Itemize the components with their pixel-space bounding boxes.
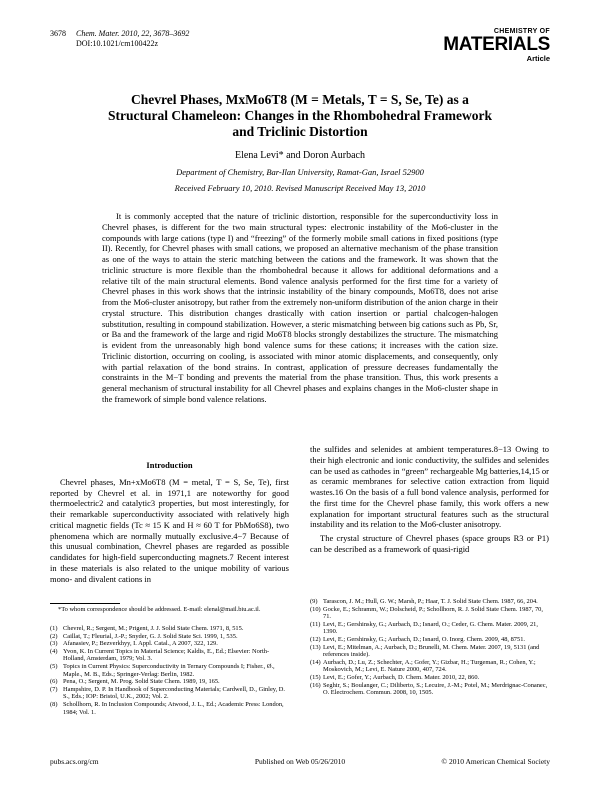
reference-number: (5) <box>50 662 58 670</box>
references-left <box>50 625 289 716</box>
reference-item <box>310 636 549 644</box>
reference-text: Hampshire, D. P. In Handbook of Superconducting Materials; Cardwell, D., Ginley, D. S., Eds.; IOP: Bristol, U.K., 2002; Vol. 2. <box>63 685 285 701</box>
reference-text: Pena, O.; Sergent, M. Prog. Solid State Chem. 1989, 19, 165. <box>63 678 220 686</box>
reference-number: (1) <box>50 625 58 632</box>
logo-line1: CHEMISTRY OF <box>493 28 550 35</box>
reference-item <box>50 633 289 641</box>
article-title: Chevrel Phases, MxMo6T8 (M = Metals, T = S, Se, Te) as a Structural Chameleon: Changes in the Rhombohedral Framework and Triclinic Distortion <box>108 92 492 139</box>
right-column <box>310 444 549 555</box>
reference-number: (4) <box>50 647 58 655</box>
footer-copyright: © 2010 American Chemical Society <box>441 757 550 766</box>
reference-item <box>50 686 289 701</box>
reference-number: (8) <box>50 700 58 708</box>
intro-paragraph-1: Chevrel phases, Mn+xMo6T8 (M = metal, T = S, Se, Te), first reported by Chevrel et al. in 1971,1 are noteworthy for good thermoelectric2 and catalytic3 properties, but most interestingly, for their remarkable superconductivity associated with relatively high critical magnetic fields (Tc ≈ 15 K and H ≈ 60 T for PbMo6S8), two phenomena which are normally mutually exclusive.4−7 Because of this unusual combination, Chevrel phases are regarded as possible candidates for high-field superconducting magnets.7 Recent interest in these materials is also related to the unique mobility of various mono- and divalent cations in <box>50 476 289 584</box>
reference-text: Levi, E.; Mitelman, A.; Aurbach, D.; Brunelli, M. Chem. Mater. 2007, 19, 5131 (and references inside). <box>323 643 540 659</box>
received-dates: Received February 10, 2010. Revised Manuscript Received May 13, 2010 <box>174 183 426 193</box>
reference-item <box>310 598 549 606</box>
reference-text: Topics in Current Physics: Superconductivity in Ternary Compounds I; Fisher., Ø., Maple., M. B., Eds.; Springer-Verlag: Berlin, 1982. <box>63 662 275 678</box>
doi[interactable]: DOI:10.1021/cm100422z <box>76 39 158 48</box>
reference-number: (7) <box>50 685 58 693</box>
footnote-rule <box>50 603 120 604</box>
reference-number: (11) <box>310 620 321 628</box>
reference-text: Levi, E.; Gershinsky, G.; Aurbach, D.; Isnard, O.; Ceder, G. Chem. Mater. 2009, 21, 1390. <box>323 620 538 636</box>
authors: Elena Levi* and Doron Aurbach <box>235 150 365 161</box>
footer-published: Published on Web 05/26/2010 <box>254 757 346 766</box>
reference-number: (14) <box>310 658 321 666</box>
reference-item <box>50 663 289 678</box>
correspondence-footnote: *To whom correspondence should be addressed. E-mail: elenal@mail.biu.ac.il. <box>58 606 261 613</box>
reference-item <box>50 640 289 648</box>
reference-number: (3) <box>50 640 58 648</box>
affiliation: Department of Chemistry, Bar-Ilan University, Ramat-Gan, Israel 52900 <box>176 167 424 177</box>
reference-text: Chevrel, R.; Sergent, M.; Prigent, J. J. Solid State Chem. 1971, 8, 515. <box>63 625 244 632</box>
reference-text: Gocke, E.; Schramm, W.; Dolscheid, P.; Schollhorn, R. J. Solid State Chem. 1987, 70, 71. <box>323 605 543 621</box>
intro-paragraph-2: The crystal structure of Chevrel phases (space groups R3 or P1) can be described as a framework of quasi-rigid <box>310 533 549 554</box>
journal-logo <box>438 28 550 63</box>
reference-number: (9) <box>310 598 318 605</box>
reference-item <box>310 674 549 682</box>
reference-item <box>310 682 549 697</box>
reference-number: (12) <box>310 635 321 643</box>
reference-number: (15) <box>310 673 321 681</box>
references-right <box>310 598 549 697</box>
reference-text: Levi, E.; Gofer, Y.; Aurbach, D. Chem. Mater. 2010, 22, 860. <box>323 673 480 681</box>
left-column <box>50 460 289 584</box>
reference-number: (13) <box>310 643 321 651</box>
journal-citation: Chem. Mater. 2010, 22, 3678–3692 <box>76 29 190 38</box>
reference-item <box>310 606 549 621</box>
reference-number: (6) <box>50 678 58 686</box>
reference-item <box>310 659 549 674</box>
footer-url[interactable]: pubs.acs.org/cm <box>50 757 99 766</box>
reference-text: Yvon, K. In Current Topics in Material Science; Kaldis, E., Ed.; Elsevier: North-Holland, Amsterdam, 1979; Vol. 3. <box>63 647 270 663</box>
reference-number: (16) <box>310 681 321 689</box>
reference-text: Levi, E.; Gershinsky, G.; Aurbach, D.; Isnard, O. Inorg. Chem. 2009, 48, 8751. <box>323 635 525 643</box>
abstract: It is commonly accepted that the nature of triclinic distortion, responsible for the superconductivity loss in Chevrel phases, is different for the two main structural types: electronic instability of the Mo6-cluster in the compounds with large cations (type I) and “freezing” of the formerly mobile small cations in fixed positions (type II). Recently, for Chevrel phases with small cations, we proposed an alternative mechanism of the phase transition as one of the ways to attain the steric matching between the cations and the framework. It was shown that the triclinic structure is more flexible than the rhombohedral because it allows for additional deformations and a relative tilt of the main structural elements. Bond valence analysis performed for the first time for a variety of Chevrel phases in this work shows that the intrinsic instability of the binary compounds, Mo6T8, does not arise from the Mo6-cluster anisotropy, but rather from the extremely non-uniform distribution of the anion charge in their crystal structure. This distribution changes drastically with cation insertion or partial chalcogen-halogen substitution, resulting in compound stabilization. However, a steric mismatching between big cations such as Pb, Sr, or Ba and the framework of the large and rigid Mo6T8 blocks strongly destabilizes the structure. The mismatching is evident from the unreasonably high bond valence sums for these cations; it increases with the cation size. Triclinic distortion, occurring on cooling, is associated with minor atomic displacements, and consequently, only with partial relaxation of the bond strains. In contrast, application of pressure decreases fundamentally the constraints in the M−T bonding and prevents the material from the phase transition. Thus, this work presents a general mechanism of structural instability for all Chevrel phases and explains changes in the Mo6-cluster shape in the framework of simple bond valence relations. <box>102 211 498 404</box>
article-type-label: Article <box>526 54 550 63</box>
reference-text: Afanasiev, P.; Bezverkhyy, I. Appl. Catal., A 2007, 322, 129. <box>63 640 218 648</box>
reference-item <box>50 625 289 633</box>
reference-item <box>50 678 289 686</box>
page-number: 3678 <box>50 29 66 38</box>
reference-text: Aurbach, D.; Lu, Z.; Schechter, A.; Gofer, Y.; Gizbar, H.; Turgeman, R.; Cohen, Y.; Moskovich, M.; Levi, E. Nature 2000, 407, 724. <box>323 658 536 674</box>
reference-number: (10) <box>310 605 321 613</box>
reference-text: Seghir, S.; Boulanger, C.; Diliberto, S.; Lecuire, J.-M.; Potel, M.; Merdrignac-Conanec, O. Electrochem. Commun. 2008, 10, 1505. <box>323 681 548 697</box>
reference-text: Schollhorn, R. In Inclusion Compounds; Atwood, J. L., Ed.; Academic Press: London, 1984; Vol. 1. <box>63 700 284 716</box>
reference-text: Tarascon, J. M.; Hull, G. W.; Marsh, P.; Haar, T. J. Solid State Chem. 1987, 66, 204. <box>323 598 538 605</box>
reference-number: (2) <box>50 632 58 640</box>
reference-item <box>50 648 289 663</box>
reference-item <box>50 701 289 716</box>
logo-line2: MATERIALS <box>443 34 550 55</box>
reference-item <box>310 621 549 636</box>
section-heading: Introduction <box>146 460 193 470</box>
reference-text: Caillat, T.; Fleurial, J.-P.; Snyder, G. J. Solid State Sci. 1999, 1, 535. <box>63 632 238 640</box>
intro-paragraph-1-continued: the sulfides and selenides at ambient temperatures.8−13 Owing to their high electronic and ionic conductivity, the sulfides and selenides can be used as cathodes in “green” rechargeable Mg batteries,14,15 or as ceramic membranes for selective cation extraction from liquid wastes.16 On the basis of a full bond valence analysis, performed for the first time for the Chevrel phase family, this work offers a new explanation for important structural features such as the structural instability and its relation to the Mo6-cluster anisotropy. <box>310 444 549 530</box>
running-header <box>50 29 189 49</box>
reference-item <box>310 644 549 659</box>
